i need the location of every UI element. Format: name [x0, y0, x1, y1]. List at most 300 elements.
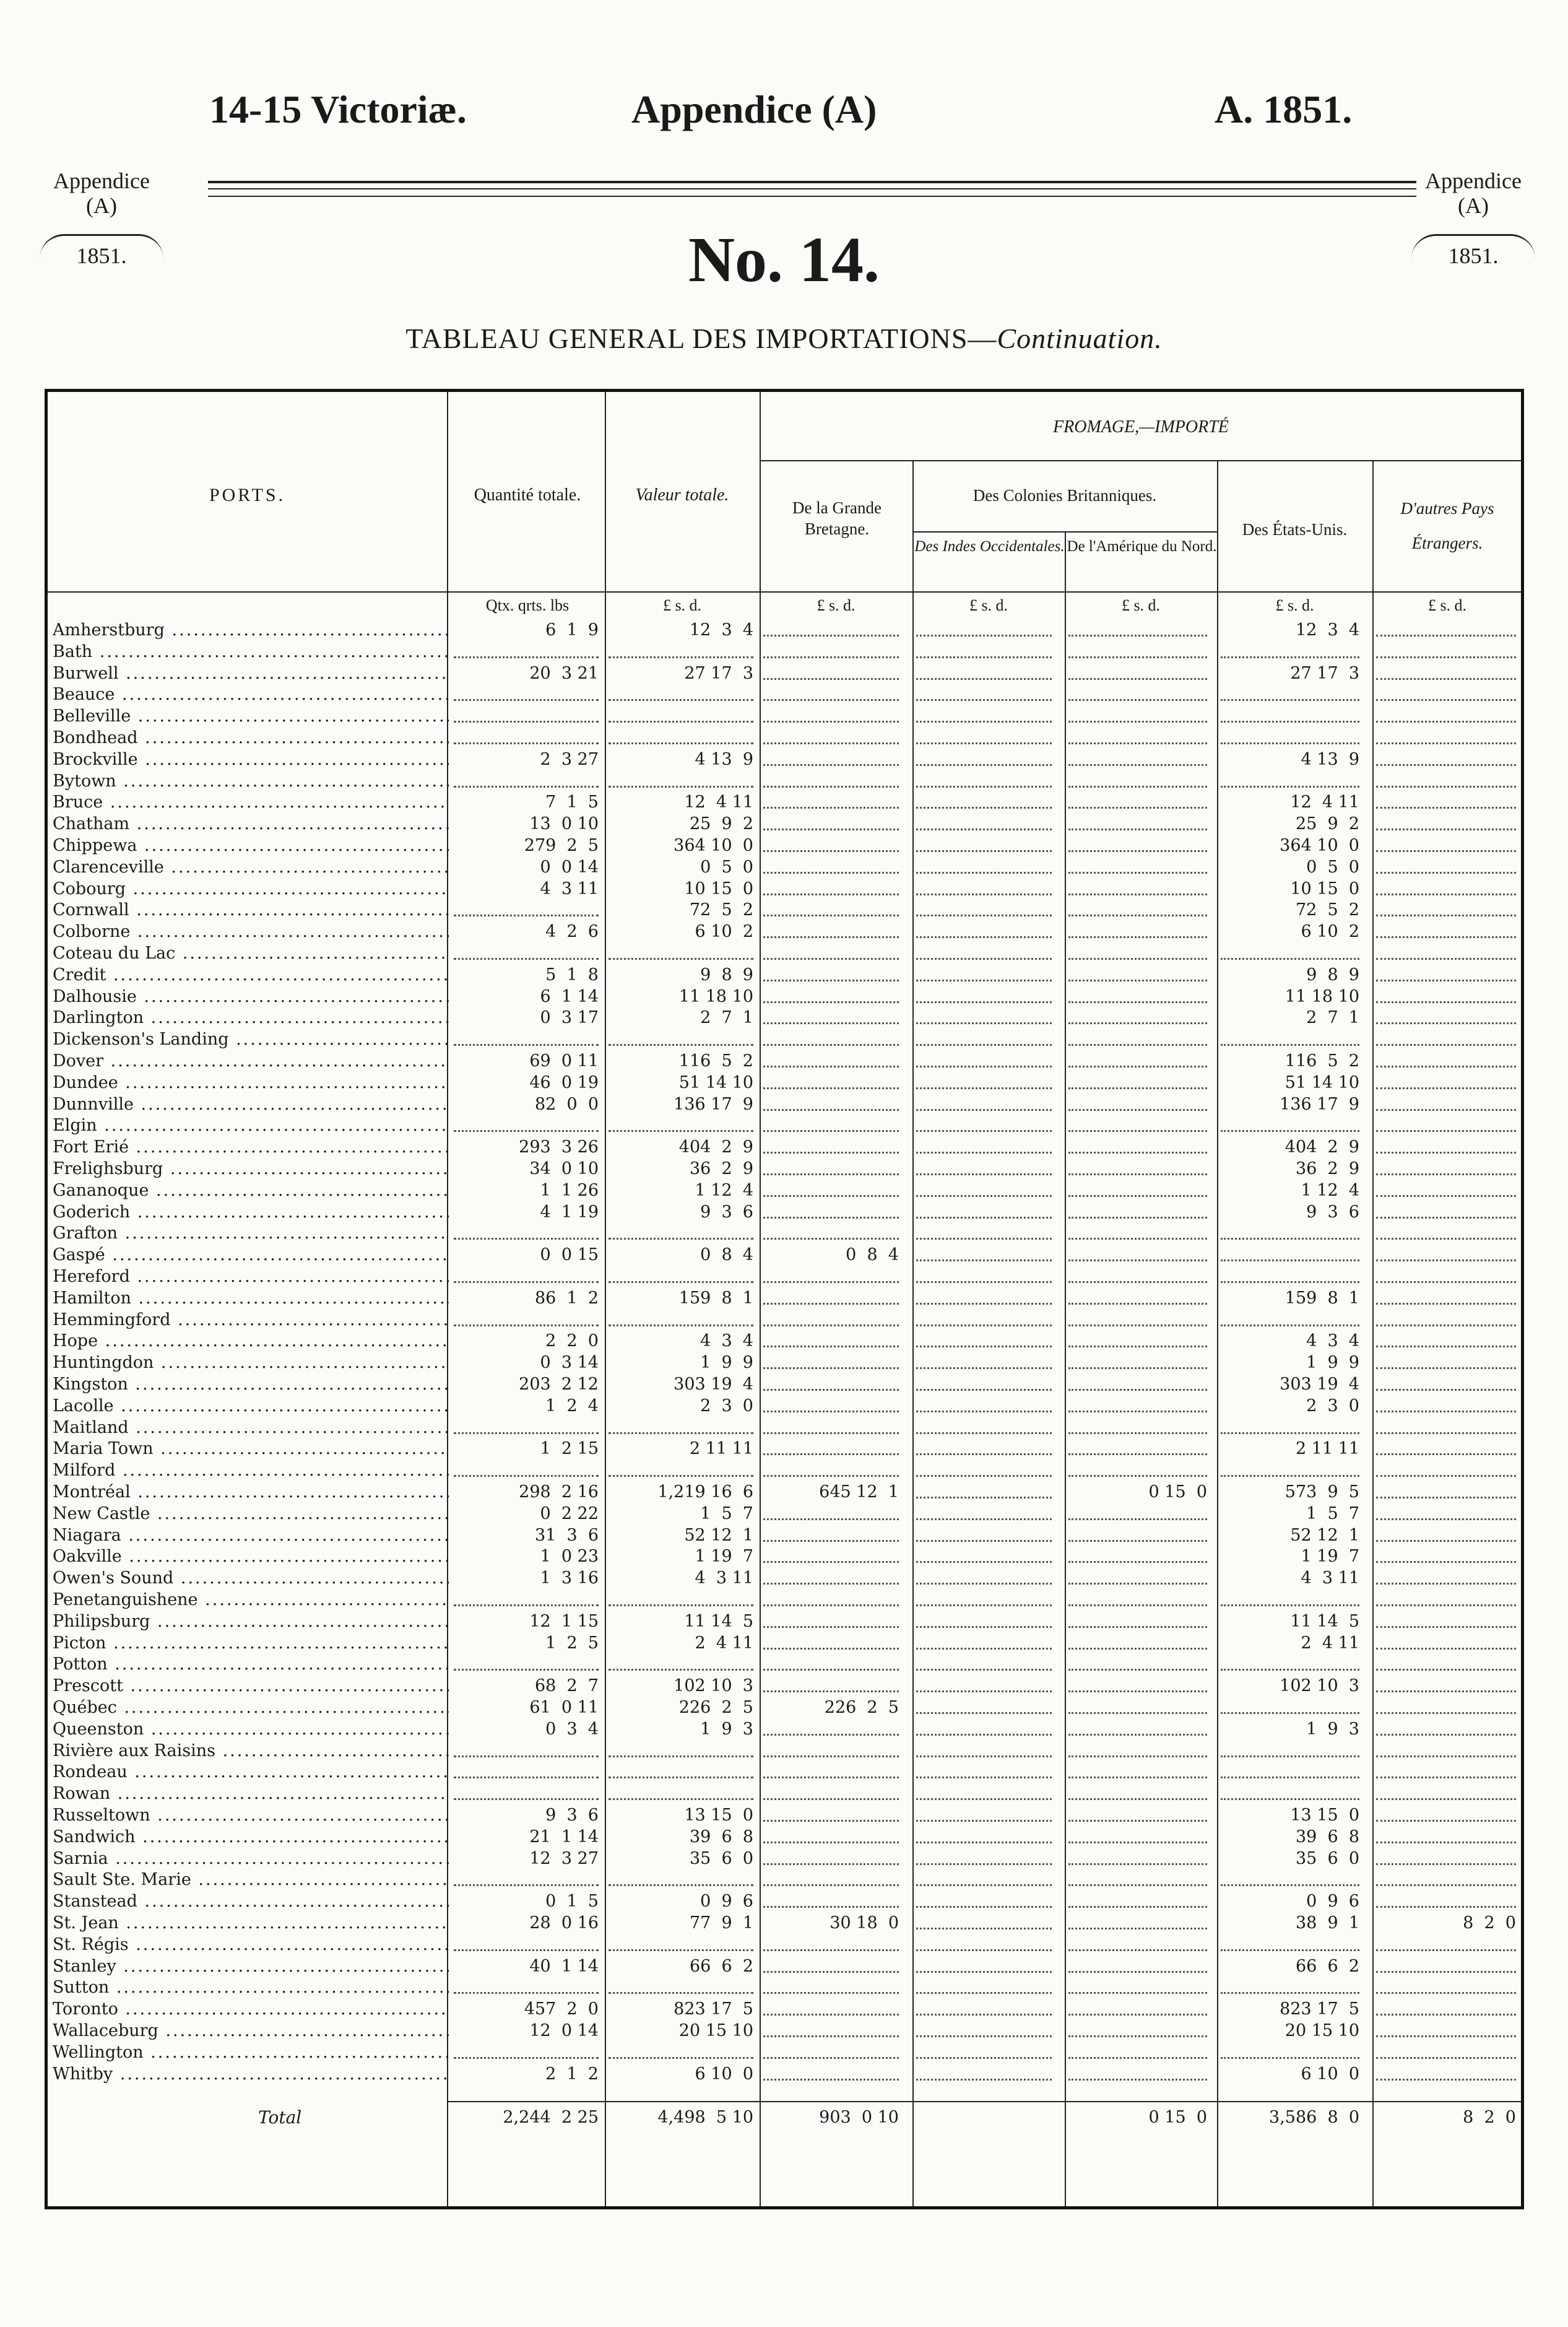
dot-leader	[1068, 1949, 1207, 1951]
cell-value: 0 8 4	[700, 1245, 753, 1265]
cell-us: 6 10 2	[1301, 922, 1359, 942]
dot-leader	[1221, 1949, 1359, 1951]
cell-na: 0 15 0	[1148, 1482, 1207, 1502]
port-name: Oakville .....	[53, 1546, 449, 1568]
cell-qty: 0 2 22	[540, 1503, 599, 1523]
cell-qty: 0 1 5	[545, 1892, 599, 1912]
table-row	[48, 663, 1527, 685]
dot-leader	[916, 1928, 1052, 1929]
dot-leader	[1376, 1992, 1516, 1994]
dot-leader	[763, 635, 899, 637]
cell-value: 10 15 0	[684, 879, 753, 898]
dot-leader	[1376, 2057, 1516, 2059]
dot-leader	[454, 656, 599, 658]
dot-leader	[1068, 1583, 1207, 1585]
dot-leader	[916, 678, 1052, 680]
dot-leader	[763, 2035, 899, 2037]
dot-leader	[454, 1475, 599, 1477]
col-header-us: Des États-Unis.	[1242, 520, 1348, 539]
dot-leader	[454, 1044, 599, 1046]
table-row	[48, 1805, 1527, 1827]
dot-leader	[763, 2057, 899, 2059]
port-name: Chatham .....	[53, 814, 449, 835]
dot-leader	[1221, 742, 1359, 744]
table-row	[48, 1848, 1527, 1870]
cell-qty: 1 2 15	[540, 1439, 599, 1459]
dot-leader	[1068, 1411, 1207, 1412]
cell-us: 20 15 10	[1284, 2021, 1359, 2040]
table-row	[48, 1697, 1527, 1719]
table-row	[48, 1913, 1527, 1934]
cell-us: 10 15 0	[1290, 879, 1359, 898]
cell-qty: 46 0 19	[529, 1072, 599, 1092]
dot-leader	[1068, 1367, 1207, 1369]
dot-leader	[916, 1497, 1052, 1498]
dot-leader	[1376, 1540, 1516, 1542]
dot-leader	[916, 1022, 1052, 1024]
dot-leader	[1068, 786, 1207, 788]
dot-leader	[1068, 1626, 1207, 1628]
side-label-line1: Appendice	[1425, 168, 1522, 193]
table-row	[48, 1180, 1527, 1202]
dot-leader	[916, 2014, 1052, 2016]
dot-leader	[1221, 1755, 1359, 1757]
dot-leader	[1221, 656, 1359, 658]
dot-leader	[1221, 1669, 1359, 1671]
dot-leader	[609, 1949, 753, 1951]
dot-leader	[1068, 1109, 1207, 1111]
dot-leader	[1376, 699, 1516, 701]
cell-value: 1 5 7	[700, 1503, 753, 1523]
table-row	[48, 1654, 1527, 1676]
cell-value: 1 9 3	[700, 1719, 753, 1739]
port-name: Russeltown .....	[53, 1805, 449, 1827]
table-row	[48, 1546, 1527, 1568]
dot-leader	[1068, 1734, 1207, 1736]
dot-leader	[609, 1324, 753, 1326]
cell-qty: 2 3 27	[540, 749, 599, 769]
table-row	[48, 943, 1527, 965]
dot-leader	[916, 958, 1052, 960]
cell-value: 2 7 1	[700, 1008, 753, 1028]
dot-leader	[763, 742, 899, 744]
page-title: No. 14.	[688, 224, 880, 295]
port-name: Hereford .....	[53, 1266, 449, 1288]
table-row	[48, 749, 1527, 771]
port-name: Hemmingford .....	[53, 1310, 449, 1331]
port-name: Dalhousie .....	[53, 986, 449, 1008]
port-name: Québec .....	[53, 1697, 449, 1719]
cell-qty: 69 0 11	[529, 1051, 599, 1071]
cell-gb: 0 8 4	[846, 1245, 899, 1265]
col-header-west-indies: Des Indes Occidentales.	[914, 538, 1065, 555]
dot-leader	[763, 1949, 899, 1951]
dot-leader	[1376, 1518, 1516, 1520]
dot-leader	[1376, 1798, 1516, 1800]
table-row	[48, 1611, 1527, 1633]
table-row	[48, 857, 1527, 879]
dot-leader	[1068, 1755, 1207, 1757]
dot-leader	[763, 1453, 899, 1455]
subtitle-main: TABLEAU GENERAL DES IMPORTATIONS—	[405, 323, 997, 354]
dot-leader	[1068, 2079, 1207, 2081]
dot-leader	[1376, 1583, 1516, 1585]
dot-leader	[763, 1130, 899, 1132]
dot-leader	[916, 1798, 1052, 1800]
header-right: A. 1851.	[1215, 87, 1353, 131]
dot-leader	[763, 1152, 899, 1154]
cell-us: 1 12 4	[1301, 1180, 1359, 1200]
dot-leader	[1221, 1712, 1359, 1714]
cell-qty: 61 0 11	[529, 1698, 599, 1717]
port-name: Credit .....	[53, 965, 449, 986]
cell-us: 2 11 11	[1295, 1439, 1359, 1459]
total-label: Total	[258, 2107, 302, 2128]
cell-value: 20 15 10	[678, 2021, 753, 2040]
dot-leader	[1068, 1152, 1207, 1154]
dot-leader	[1068, 1906, 1207, 1908]
table-row	[48, 1482, 1527, 1503]
dot-leader	[763, 1755, 899, 1757]
cell-us: 51 14 10	[1284, 1072, 1359, 1092]
cell-qty: 68 2 7	[534, 1676, 599, 1696]
cell-qty: 1 2 4	[545, 1396, 599, 1416]
dot-leader	[916, 1669, 1052, 1671]
cell-qty: 293 3 26	[519, 1137, 599, 1157]
cell-qty: 28 0 16	[529, 1913, 599, 1933]
port-name: Sutton .....	[53, 1977, 449, 1999]
port-name: Whitby .....	[53, 2064, 449, 2086]
dot-leader	[609, 721, 753, 723]
cell-value: 1 19 7	[695, 1547, 753, 1567]
table-row	[48, 1891, 1527, 1913]
dot-leader	[1376, 1453, 1516, 1455]
cell-qty: 86 1 2	[534, 1288, 599, 1308]
header-bottom-rule	[48, 591, 1521, 593]
port-name: Maria Town .....	[53, 1438, 449, 1460]
cell-value: 27 17 3	[684, 663, 753, 683]
dot-leader	[1376, 1971, 1516, 1973]
dot-leader	[1376, 1152, 1516, 1154]
port-name: Brockville .....	[53, 749, 449, 771]
dot-leader	[1068, 764, 1207, 766]
cell-gb: 30 18 0	[829, 1913, 899, 1933]
port-name: Milford .....	[53, 1460, 449, 1482]
cell-qty: 6 1 9	[545, 620, 599, 640]
dot-leader	[609, 1669, 753, 1671]
port-name: Huntingdon .....	[53, 1352, 449, 1374]
cell-value: 226 2 5	[678, 1698, 753, 1717]
dot-leader	[1068, 1044, 1207, 1046]
table-row	[48, 1159, 1527, 1180]
port-name: Coteau du Lac .....	[53, 943, 449, 965]
dot-leader	[1376, 1863, 1516, 1865]
total-rule	[447, 2101, 1521, 2102]
cell-value: 66 6 2	[689, 1956, 753, 1976]
dot-leader	[609, 1992, 753, 1994]
dot-leader	[609, 1884, 753, 1886]
cell-qty: 34 0 10	[529, 1159, 599, 1178]
port-name: Potton .....	[53, 1654, 449, 1676]
cell-qty: 2 1 2	[545, 2064, 599, 2084]
dot-leader	[916, 1604, 1052, 1606]
dot-leader	[763, 829, 899, 830]
cell-value: 11 18 10	[678, 986, 753, 1006]
dot-leader	[1068, 1820, 1207, 1822]
cell-value: 116 5 2	[678, 1051, 753, 1071]
cell-us: 2 3 0	[1306, 1396, 1359, 1416]
table-row	[48, 1762, 1527, 1783]
dot-leader	[1068, 936, 1207, 938]
port-name: Philipsburg .....	[53, 1611, 449, 1633]
dot-leader	[1376, 1217, 1516, 1219]
dot-leader	[1068, 915, 1207, 916]
dot-leader	[1068, 1604, 1207, 1606]
dot-leader	[1376, 1022, 1516, 1024]
dot-leader	[609, 958, 753, 960]
dot-leader	[1068, 656, 1207, 658]
cell-value: 159 8 1	[678, 1288, 753, 1308]
cell-us: 1 9 3	[1306, 1719, 1359, 1739]
table-row	[48, 1590, 1527, 1611]
cell-value: 364 10 0	[674, 836, 753, 855]
dot-leader	[1068, 1928, 1207, 1929]
col-header-value: Valeur totale.	[635, 485, 729, 505]
dot-leader	[1068, 2014, 1207, 2016]
import-table	[45, 389, 1524, 2209]
dot-leader	[1068, 1884, 1207, 1886]
cell-us: 1 9 9	[1306, 1353, 1359, 1373]
dot-leader	[763, 2079, 899, 2081]
cell-us: 4 13 9	[1301, 749, 1359, 769]
dot-leader	[763, 764, 899, 766]
cell-us: 35 6 0	[1295, 1848, 1359, 1868]
header-center: Appendice (A)	[631, 87, 877, 131]
dot-leader	[1376, 1411, 1516, 1412]
cell-qty: 298 2 16	[519, 1482, 599, 1502]
dot-leader	[1376, 1259, 1516, 1261]
cell-us: 9 3 6	[1306, 1202, 1359, 1222]
cell-value: 0 9 6	[700, 1892, 753, 1912]
dot-leader	[1068, 1259, 1207, 1261]
dot-leader	[1376, 1195, 1516, 1197]
port-name: Frelighsburg .....	[53, 1159, 449, 1180]
dot-leader	[916, 1130, 1052, 1132]
dot-leader	[454, 1324, 599, 1326]
dot-leader	[916, 1949, 1052, 1951]
dot-leader	[763, 1432, 899, 1434]
dot-leader	[1376, 936, 1516, 938]
dot-leader	[1376, 1884, 1516, 1886]
dot-leader	[1376, 1561, 1516, 1563]
cell-value: 2 11 11	[689, 1439, 753, 1459]
dot-leader	[1068, 1432, 1207, 1434]
dot-leader	[763, 1475, 899, 1477]
cell-value: 25 9 2	[689, 814, 753, 834]
dot-leader	[763, 936, 899, 938]
side-label-line2: (A)	[86, 193, 117, 218]
cell-qty: 82 0 0	[534, 1094, 599, 1114]
total-other: 8 2 0	[1463, 2108, 1516, 2127]
dot-leader	[916, 1346, 1052, 1347]
cell-us: 364 10 0	[1280, 836, 1359, 855]
dot-leader	[1376, 1669, 1516, 1671]
dot-leader	[1068, 1238, 1207, 1240]
dot-leader	[763, 1734, 899, 1736]
cell-value: 4 3 11	[695, 1568, 753, 1588]
dot-leader	[916, 1152, 1052, 1154]
dot-leader	[1068, 1863, 1207, 1865]
cell-us: 9 8 9	[1306, 965, 1359, 985]
cell-qty: 9 3 6	[545, 1806, 599, 1825]
cell-qty: 12 1 15	[529, 1611, 599, 1631]
cell-gb: 226 2 5	[824, 1698, 899, 1717]
dot-leader	[1376, 1432, 1516, 1434]
dot-leader	[916, 1238, 1052, 1240]
dot-leader	[916, 1044, 1052, 1046]
table-row	[48, 1374, 1527, 1396]
port-name: Bruce .....	[53, 792, 449, 814]
port-name: Toronto .....	[53, 1999, 449, 2020]
port-name: Sarnia .....	[53, 1848, 449, 1870]
table-row	[48, 1741, 1527, 1762]
table-row	[48, 965, 1527, 986]
cell-qty: 31 3 6	[534, 1525, 599, 1545]
port-name: Stanstead .....	[53, 1891, 449, 1913]
cell-value: 35 6 0	[689, 1848, 753, 1868]
total-value: 4,498 5 10	[657, 2108, 753, 2127]
dot-leader	[1376, 1324, 1516, 1326]
dot-leader	[916, 1001, 1052, 1003]
cell-qty: 0 0 14	[540, 857, 599, 877]
port-name: St. Jean .....	[53, 1913, 449, 1934]
dot-leader	[763, 1626, 899, 1628]
cell-us: 13 15 0	[1290, 1806, 1359, 1825]
dot-leader	[1221, 1432, 1359, 1434]
cell-gb: 645 12 1	[819, 1482, 899, 1502]
dot-leader	[1068, 678, 1207, 680]
cell-value: 823 17 5	[674, 1999, 753, 2019]
dot-leader	[1376, 1044, 1516, 1046]
dot-leader	[454, 1238, 599, 1240]
port-name: Maitland .....	[53, 1417, 449, 1439]
dot-leader	[454, 1130, 599, 1132]
dot-leader	[916, 1906, 1052, 1908]
port-name: Sandwich .....	[53, 1827, 449, 1848]
port-name: New Castle .....	[53, 1503, 449, 1525]
dot-leader	[916, 1281, 1052, 1283]
dot-leader	[763, 1561, 899, 1563]
dot-leader	[454, 1669, 599, 1671]
dot-leader	[454, 786, 599, 788]
dot-leader	[916, 829, 1052, 830]
total-gb: 903 0 10	[819, 2108, 899, 2127]
dot-leader	[1068, 1842, 1207, 1843]
port-name: Belleville .....	[53, 706, 449, 728]
port-name: Owen's Sound .....	[53, 1568, 449, 1590]
port-name: Clarenceville .....	[53, 857, 449, 879]
cell-value: 136 17 9	[674, 1094, 753, 1114]
dot-leader	[1376, 1842, 1516, 1843]
dot-leader	[1376, 1777, 1516, 1778]
table-row	[48, 1051, 1527, 1072]
dot-leader	[1376, 807, 1516, 809]
col-header-colonies: Des Colonies Britanniques.	[972, 486, 1157, 505]
side-year: 1851.	[1411, 234, 1535, 268]
header-rule	[208, 181, 1416, 183]
dot-leader	[1376, 1001, 1516, 1003]
group-header-cheese: FROMAGE,—IMPORTÉ	[1053, 417, 1229, 437]
dot-leader	[763, 1217, 899, 1219]
dot-leader	[916, 1411, 1052, 1412]
table-row	[48, 1783, 1527, 1805]
dot-leader	[916, 1087, 1052, 1089]
dot-leader	[1068, 721, 1207, 723]
cell-qty: 2 2 0	[545, 1331, 599, 1351]
dot-leader	[454, 699, 599, 701]
dot-leader	[763, 958, 899, 960]
cell-value: 102 10 3	[674, 1676, 753, 1696]
table-row	[48, 1977, 1527, 1999]
cell-value: 6 10 2	[695, 922, 753, 942]
dot-leader	[763, 1971, 899, 1973]
dot-leader	[609, 1755, 753, 1757]
dot-leader	[1376, 1367, 1516, 1369]
dot-leader	[916, 1863, 1052, 1865]
table-row	[48, 771, 1527, 793]
cell-qty: 7 1 5	[545, 793, 599, 812]
dot-leader	[763, 1411, 899, 1412]
dot-leader	[763, 1303, 899, 1305]
table-row	[48, 879, 1527, 900]
table-row	[48, 1245, 1527, 1266]
dot-leader	[454, 1755, 599, 1757]
dot-leader	[916, 1518, 1052, 1520]
cell-us: 0 9 6	[1306, 1892, 1359, 1912]
dot-leader	[916, 2079, 1052, 2081]
port-name: Lacolle .....	[53, 1396, 449, 1417]
cell-qty: 4 3 11	[540, 879, 599, 898]
dot-leader	[1068, 872, 1207, 874]
dot-leader	[1068, 1066, 1207, 1068]
port-name: Rondeau .....	[53, 1762, 449, 1783]
cell-us: 136 17 9	[1280, 1094, 1359, 1114]
dot-leader	[1221, 1259, 1359, 1261]
cell-value: 52 12 1	[684, 1525, 753, 1545]
dot-leader	[1376, 1755, 1516, 1757]
dot-leader	[916, 1842, 1052, 1843]
dot-leader	[1068, 635, 1207, 637]
table-row	[48, 2042, 1527, 2064]
dot-leader	[1068, 1389, 1207, 1391]
dot-leader	[1376, 1130, 1516, 1132]
cell-value: 39 6 8	[689, 1827, 753, 1846]
table-row	[48, 792, 1527, 814]
dot-leader	[916, 1884, 1052, 1886]
cell-qty: 0 3 4	[545, 1719, 599, 1739]
dot-leader	[1068, 980, 1207, 981]
dot-leader	[1221, 786, 1359, 788]
port-name: Rivière aux Raisins .....	[53, 1741, 449, 1762]
dot-leader	[763, 1583, 899, 1585]
dot-leader	[1068, 699, 1207, 701]
dot-leader	[916, 2035, 1052, 2037]
cell-value: 303 19 4	[674, 1375, 753, 1394]
dot-leader	[1068, 850, 1207, 852]
dot-leader	[763, 1669, 899, 1671]
col-header-ports: PORTS.	[209, 485, 286, 505]
dot-leader	[1221, 1130, 1359, 1132]
